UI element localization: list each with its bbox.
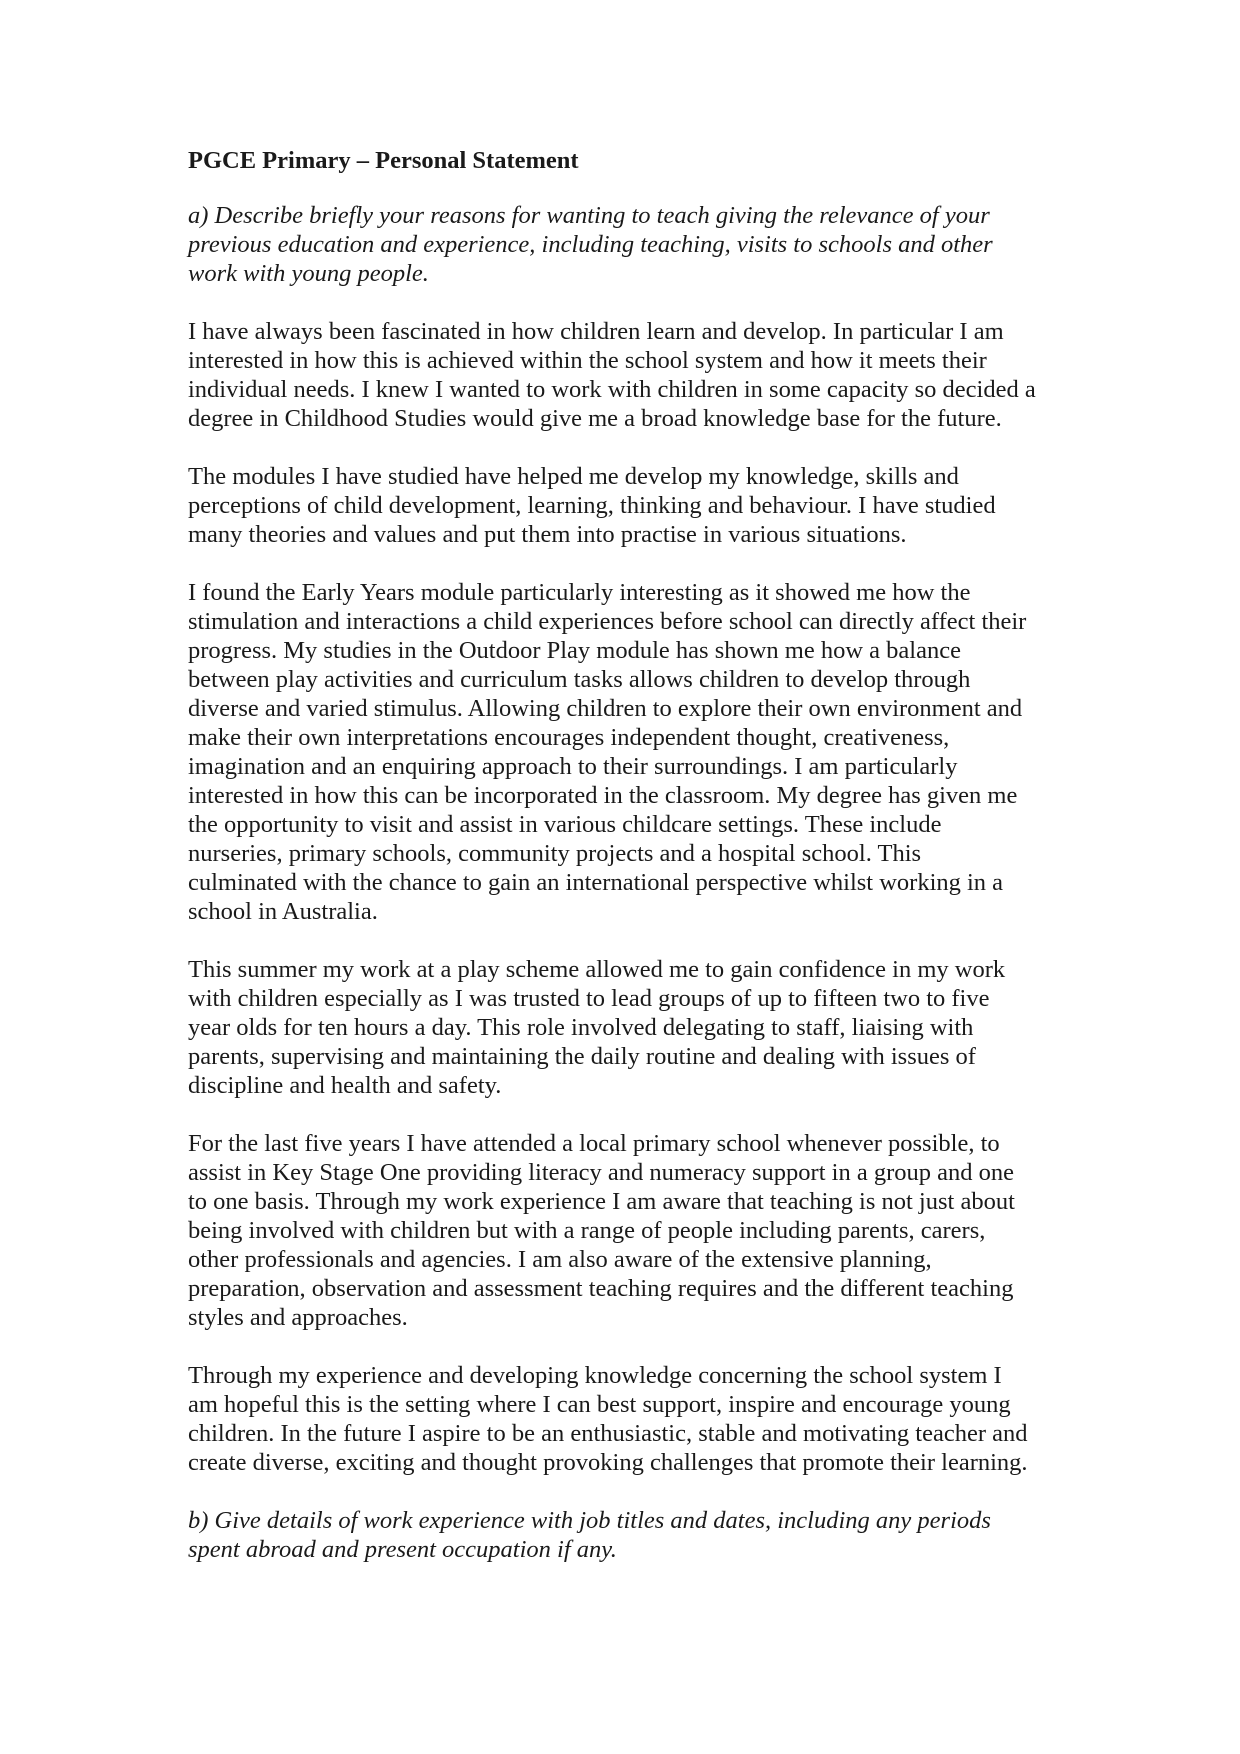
- text-line: nurseries, primary schools, community projects and a hospital school. This: [188, 840, 922, 867]
- text-line: with children especially as I was trusted to lead groups of up to fifteen two to five: [188, 985, 990, 1012]
- text-line: individual needs. I knew I wanted to work with children in some capacity so decided a: [188, 376, 1036, 403]
- question-a: [188, 201, 1088, 288]
- question-a-line: previous education and experience, including teaching, visits to schools and other: [188, 231, 993, 258]
- text-line: preparation, observation and assessment teaching requires and the different teaching: [188, 1275, 1014, 1302]
- text-line: I have always been fascinated in how children learn and develop. In particular I am: [188, 318, 1004, 345]
- paragraph-4: [188, 955, 1088, 1100]
- paragraph-6: [188, 1361, 1088, 1477]
- text-line: parents, supervising and maintaining the daily routine and dealing with issues of: [188, 1043, 976, 1070]
- text-line: year olds for ten hours a day. This role involved delegating to staff, liaising with: [188, 1014, 974, 1041]
- text-line: interested in how this can be incorporated in the classroom. My degree has given me: [188, 782, 1018, 809]
- text-line: The modules I have studied have helped me develop my knowledge, skills and: [188, 463, 959, 490]
- text-line: being involved with children but with a range of people including parents, carers,: [188, 1217, 986, 1244]
- question-b-line: b) Give details of work experience with job titles and dates, including any periods: [188, 1507, 991, 1534]
- text-line: assist in Key Stage One providing literacy and numeracy support in a group and one: [188, 1159, 1014, 1186]
- text-line: am hopeful this is the setting where I can best support, inspire and encourage young: [188, 1391, 1011, 1418]
- question-a-line: a) Describe briefly your reasons for wanting to teach giving the relevance of your: [188, 202, 990, 229]
- paragraph-2: [188, 462, 1088, 549]
- question-b: [188, 1506, 1088, 1564]
- question-a-line: work with young people.: [188, 260, 429, 287]
- text-line: This summer my work at a play scheme allowed me to gain confidence in my work: [188, 956, 1006, 983]
- text-line: create diverse, exciting and thought provoking challenges that promote their learning.: [188, 1449, 1028, 1476]
- text-line: school in Australia.: [188, 898, 378, 925]
- text-line: degree in Childhood Studies would give me a broad knowledge base for the future.: [188, 405, 1002, 432]
- text-line: to one basis. Through my work experience I am aware that teaching is not just about: [188, 1188, 1015, 1215]
- text-line: other professionals and agencies. I am also aware of the extensive planning,: [188, 1246, 932, 1273]
- text-line: Through my experience and developing knowledge concerning the school system I: [188, 1362, 1002, 1389]
- text-line: children. In the future I aspire to be an enthusiastic, stable and motivating teacher and: [188, 1420, 1028, 1447]
- text-line: stimulation and interactions a child experiences before school can directly affect their: [188, 608, 1027, 635]
- text-line: between play activities and curriculum tasks allows children to develop through: [188, 666, 971, 693]
- text-line: perceptions of child development, learning, thinking and behaviour. I have studied: [188, 492, 996, 519]
- text-line: I found the Early Years module particularly interesting as it showed me how the: [188, 579, 971, 606]
- text-line: make their own interpretations encourages independent thought, creativeness,: [188, 724, 950, 751]
- text-line: many theories and values and put them into practise in various situations.: [188, 521, 907, 548]
- text-line: styles and approaches.: [188, 1304, 408, 1331]
- text-line: interested in how this is achieved within the school system and how it meets their: [188, 347, 987, 374]
- text-line: culminated with the chance to gain an international perspective whilst working in a: [188, 869, 1004, 896]
- paragraph-1: [188, 317, 1088, 433]
- question-b-line: spent abroad and present occupation if any.: [188, 1536, 617, 1563]
- text-line: progress. My studies in the Outdoor Play module has shown me how a balance: [188, 637, 961, 664]
- document-page: [188, 146, 1088, 1593]
- text-line: the opportunity to visit and assist in various childcare settings. These include: [188, 811, 942, 838]
- text-line: imagination and an enquiring approach to their surroundings. I am particularly: [188, 753, 958, 780]
- paragraph-3: [188, 578, 1088, 926]
- text-line: For the last five years I have attended a local primary school whenever possible, to: [188, 1130, 1000, 1157]
- text-line: diverse and varied stimulus. Allowing children to explore their own environment and: [188, 695, 1023, 722]
- document-title: PGCE Primary – Personal Statement: [188, 147, 579, 174]
- paragraph-5: [188, 1129, 1088, 1332]
- text-line: discipline and health and safety.: [188, 1072, 502, 1099]
